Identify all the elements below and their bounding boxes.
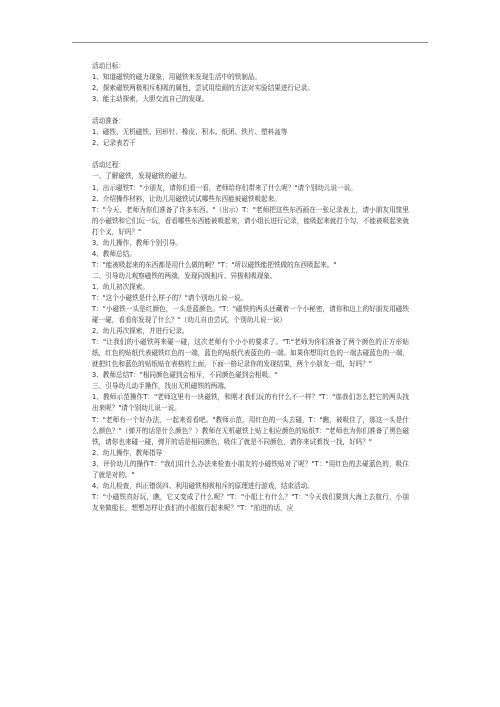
process-paragraph: 1、教师示范操作T："老师这里有一块磁铁，和刚才我们玩的有什么不一样？"T："那我们怎么把它的两头找出来呢？"请个别幼儿说一说。 xyxy=(92,393,409,413)
objective-item: 1、知道磁铁的磁力现象，用磁铁来发现生活中的铁制品。 xyxy=(92,73,262,82)
process-paragraph: 1、出示磁铁T："小朋友，请你们看一看，老师给你们带来了什么呢？"请个别幼儿说一说。 xyxy=(92,183,357,192)
document-body xyxy=(92,61,409,514)
process-heading: 活动过程： xyxy=(92,161,125,170)
preparation-item: 2、记录表若干 xyxy=(92,139,136,148)
process-paragraph: 一、了解磁铁，发现磁铁的磁力。 xyxy=(92,172,191,181)
process-paragraph: 4、幼儿检查，纠正错误四、利用磁铁相吸相斥的原理进行游戏，结束活动。 xyxy=(92,481,314,490)
preparation-heading: 活动准备： xyxy=(92,117,125,126)
process-paragraph: 三、引导幼儿动手操作，找出无机磁铁的两端。 xyxy=(92,382,231,391)
objectives-heading: 活动目标： xyxy=(92,62,125,70)
process-paragraph: T："让我们的小磁铁再来碰一碰，这次老师有个小小的要求了。"T:"老师为你们准备了两个颜色的正方形贴纸，红色的贴纸代表磁铁红色的一端，蓝色的贴纸代表蓝色的一端。如果你想用红色的一端去碰蓝色的一端，就把红色和蓝色的贴纸贴在表格的上面，下面一格记录你的发现结果，两个小朋友一组，好吗？" xyxy=(92,338,409,369)
process-paragraph: T："今天，老师为你们准备了许多东西。"（出示）T："老师把这些东西画在一张记录表上，请小朋友用筐里的小磁铁和它们玩一玩，看看哪些东西能被吸起来，请小组长进行记录，能吸起来就打个勾，不能被吸起来就打个叉，好吗？" xyxy=(92,205,409,236)
objective-item: 3、能主动探索，大胆交流自己的发现。 xyxy=(92,95,209,104)
header-rule xyxy=(72,42,428,43)
objective-item: 2、探索磁铁两极相斥相吸的属性，尝试用绘画的方法对实验结果进行记录。 xyxy=(92,84,314,93)
blank-line xyxy=(92,105,409,116)
process-paragraph: 3、教师总结T："相同颜色碰到会相斥，不同颜色碰到会相吸。" xyxy=(92,371,278,380)
process-paragraph: 2、介绍操作材料，让幼儿用磁铁试试哪些东西能被磁铁吸起来。 xyxy=(92,194,281,203)
process-paragraph: 二、引导幼儿观察磁铁的两端，发现同级相斥、异极相吸现象。 xyxy=(92,271,277,280)
process-paragraph: T："能被吸起来的东西都是用什么做的啊？"T："所以磁铁能把铁做的东西吸起来。" xyxy=(92,260,337,269)
blank-line xyxy=(92,149,409,160)
process-paragraph: T："小磁铁真好玩，瞧，它又变成了什么呢？"T："小船上有什么？"T："今天我们要到大海上去航行，小朋友来做船长，想想怎样让我们的小船航行起来呢？"T："前进的话，应 xyxy=(92,492,409,512)
process-paragraph: 2、幼儿操作，教师指导 xyxy=(92,448,163,457)
process-paragraph: 3、幼儿操作，教师个别引导。 xyxy=(92,238,182,247)
process-paragraph: 1、幼儿初次探索。 xyxy=(92,282,149,291)
process-paragraph: T："小磁铁一头是红颜色，一头是蓝颜色。"T："磁铁的两头还藏着一个小秘密，请你和边上的好朋友用磁铁碰一碰，看看你发现了什么？"（幼儿自由尝试，个别幼儿说一说） xyxy=(92,305,409,325)
process-paragraph: T："老师有一个好办法，一起来看看吧。"教师示范，用红色的一头去碰，T："瞧，被吸住了，那这一头是什么颜色？"（弹开的话是什么颜色？）教师在无机磁铁上贴上相应颜色的贴纸T："老师也为你们准备了黑色磁铁，请你也来碰一碰，弹开的话是相同颜色，吸住了就是不同颜色，请你来试着找一找，好吗？" xyxy=(92,415,409,446)
process-paragraph: 3、评价幼儿的操作T："我们用什么办法来检查小朋友的小磁铁贴对了呢？"T："用红色的去碰蓝色的，吸住了就是对的。" xyxy=(92,459,409,479)
process-paragraph: 4、教师总结。 xyxy=(92,249,136,258)
process-paragraph: 2、幼儿再次探索，并进行记录。 xyxy=(92,327,189,336)
preparation-item: 1、磁铁、无机磁铁、回形针、橡皮、积木、纸团、铁片、塑料盆等 xyxy=(92,128,288,137)
process-paragraph: T："这个小磁铁是什么样子的？"请个别幼儿说一说。 xyxy=(92,293,248,302)
